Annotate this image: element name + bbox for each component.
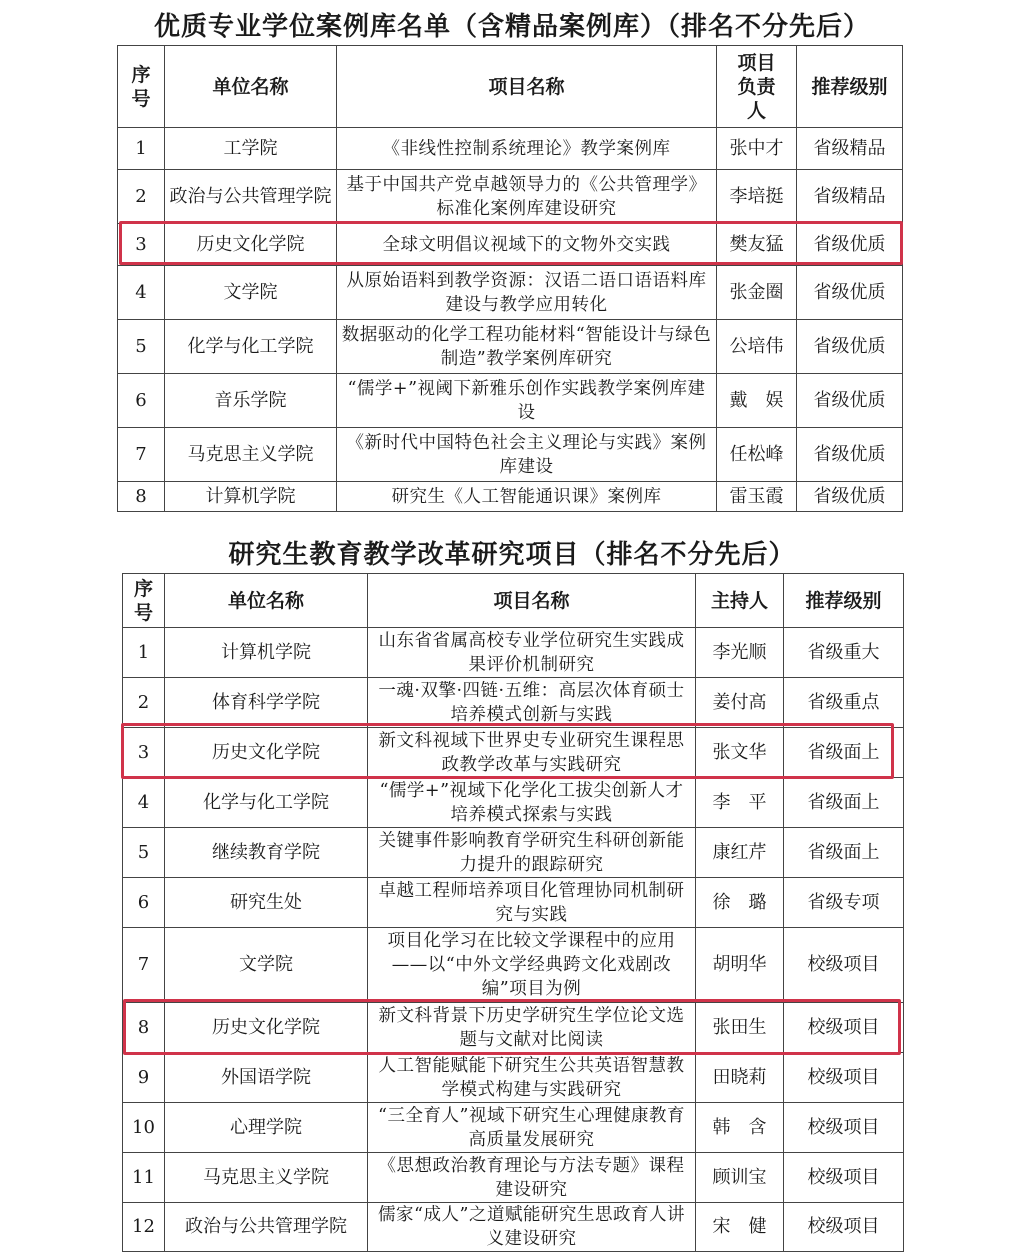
header-leader: 主持人: [696, 574, 784, 628]
leader-name: 李培挺: [717, 170, 797, 224]
row-number: 3: [118, 224, 165, 266]
leader-name: 张田生: [696, 1003, 784, 1053]
table-row: [123, 1053, 904, 1103]
unit-name: 计算机学院: [165, 628, 368, 678]
project-name: 儒家“成人”之道赋能研究生思政育人讲义建设研究: [368, 1203, 696, 1252]
table-row: [123, 678, 904, 728]
table-row: [118, 266, 903, 320]
project-name: 新文科视域下世界史专业研究生课程思政教学改革与实践研究: [368, 728, 696, 778]
table-row: [118, 428, 903, 482]
unit-name: 体育科学学院: [165, 678, 368, 728]
table-row: [118, 128, 903, 170]
row-number: 8: [118, 482, 165, 512]
table-row: [123, 1103, 904, 1153]
unit-name: 政治与公共管理学院: [165, 1203, 368, 1252]
row-number: 4: [123, 778, 165, 828]
leader-name: 顾训宝: [696, 1153, 784, 1203]
unit-name: 历史文化学院: [165, 224, 337, 266]
leader-name: 张金圈: [717, 266, 797, 320]
row-number: 4: [118, 266, 165, 320]
recommend-level: 省级优质: [797, 266, 903, 320]
recommend-level: 校级项目: [784, 928, 904, 1003]
table-row: [123, 828, 904, 878]
project-name: “三全育人”视域下研究生心理健康教育高质量发展研究: [368, 1103, 696, 1153]
recommend-level: 校级项目: [784, 1003, 904, 1053]
unit-name: 政治与公共管理学院: [165, 170, 337, 224]
row-number: 6: [123, 878, 165, 928]
leader-name: 徐 璐: [696, 878, 784, 928]
row-number: 1: [118, 128, 165, 170]
section1-title: 优质专业学位案例库名单（含精品案例库）（排名不分先后）: [153, 12, 870, 42]
row-number: 2: [123, 678, 165, 728]
unit-name: 马克思主义学院: [165, 428, 337, 482]
reform-project-table: [122, 573, 904, 1252]
project-name: 全球文明倡议视域下的文物外交实践: [337, 224, 717, 266]
row-number: 7: [118, 428, 165, 482]
unit-name: 历史文化学院: [165, 1003, 368, 1053]
unit-name: 化学与化工学院: [165, 320, 337, 374]
recommend-level: 省级面上: [784, 828, 904, 878]
recommend-level: 省级精品: [797, 170, 903, 224]
header-unit: 单位名称: [165, 46, 337, 128]
table-row: [123, 728, 904, 778]
recommend-level: 省级优质: [797, 428, 903, 482]
recommend-level: 校级项目: [784, 1103, 904, 1153]
project-name: 山东省省属高校专业学位研究生实践成果评价机制研究: [368, 628, 696, 678]
leader-name: 姜付高: [696, 678, 784, 728]
table-row: [118, 374, 903, 428]
recommend-level: 省级优质: [797, 374, 903, 428]
project-name: 一魂·双擎·四链·五维：高层次体育硕士培养模式创新与实践: [368, 678, 696, 728]
leader-name: 樊友猛: [717, 224, 797, 266]
table-row: [118, 170, 903, 224]
project-name: 人工智能赋能下研究生公共英语智慧教学模式构建与实践研究: [368, 1053, 696, 1103]
header-project: 项目名称: [368, 574, 696, 628]
project-name: 《非线性控制系统理论》教学案例库: [337, 128, 717, 170]
row-number: 5: [123, 828, 165, 878]
table-header-row: [118, 46, 903, 128]
project-name: 基于中国共产党卓越领导力的《公共管理学》标准化案例库建设研究: [337, 170, 717, 224]
header-project: 项目名称: [337, 46, 717, 128]
recommend-level: 校级项目: [784, 1203, 904, 1252]
row-number: 12: [123, 1203, 165, 1252]
row-number: 11: [123, 1153, 165, 1203]
project-name: “儒学+”视阈下新雅乐创作实践教学案例库建设: [337, 374, 717, 428]
leader-name: 田晓莉: [696, 1053, 784, 1103]
row-number: 8: [123, 1003, 165, 1053]
project-name: 《新时代中国特色社会主义理论与实践》案例库建设: [337, 428, 717, 482]
leader-name: 宋 健: [696, 1203, 784, 1252]
leader-name: 戴 娱: [717, 374, 797, 428]
unit-name: 文学院: [165, 928, 368, 1003]
leader-name: 康红芹: [696, 828, 784, 878]
project-name: 新文科背景下历史学研究生学位论文选题与文献对比阅读: [368, 1003, 696, 1053]
unit-name: 马克思主义学院: [165, 1153, 368, 1203]
table-row: [118, 482, 903, 512]
project-name: 项目化学习在比较文学课程中的应用——以“中外文学经典跨文化戏剧改编”项目为例: [368, 928, 696, 1003]
unit-name: 心理学院: [165, 1103, 368, 1153]
row-number: 10: [123, 1103, 165, 1153]
table-row: [118, 224, 903, 266]
recommend-level: 校级项目: [784, 1153, 904, 1203]
table-header-row: [123, 574, 904, 628]
unit-name: 历史文化学院: [165, 728, 368, 778]
leader-name: 任松峰: [717, 428, 797, 482]
project-name: 研究生《人工智能通识课》案例库: [337, 482, 717, 512]
project-name: 从原始语料到教学资源：汉语二语口语语料库建设与教学应用转化: [337, 266, 717, 320]
unit-name: 研究生处: [165, 878, 368, 928]
leader-name: 胡明华: [696, 928, 784, 1003]
header-level: 推荐级别: [784, 574, 904, 628]
leader-name: 张文华: [696, 728, 784, 778]
leader-name: 公培伟: [717, 320, 797, 374]
project-name: 数据驱动的化学工程功能材料“智能设计与绿色制造”教学案例库研究: [337, 320, 717, 374]
table-row: [123, 1003, 904, 1053]
table-row: [123, 878, 904, 928]
table-row: [123, 778, 904, 828]
recommend-level: 省级优质: [797, 482, 903, 512]
unit-name: 计算机学院: [165, 482, 337, 512]
table-row: [123, 628, 904, 678]
table-row: [118, 320, 903, 374]
row-number: 2: [118, 170, 165, 224]
unit-name: 音乐学院: [165, 374, 337, 428]
row-number: 1: [123, 628, 165, 678]
unit-name: 继续教育学院: [165, 828, 368, 878]
header-leader: 项目负责人: [717, 46, 797, 128]
leader-name: 韩 含: [696, 1103, 784, 1153]
section2-title: 研究生教育教学改革研究项目（排名不分先后）: [228, 540, 796, 570]
recommend-level: 省级优质: [797, 320, 903, 374]
leader-name: 张中才: [717, 128, 797, 170]
leader-name: 雷玉霞: [717, 482, 797, 512]
header-level: 推荐级别: [797, 46, 903, 128]
leader-name: 李光顺: [696, 628, 784, 678]
recommend-level: 省级面上: [784, 778, 904, 828]
project-name: 《思想政治教育理论与方法专题》课程建设研究: [368, 1153, 696, 1203]
recommend-level: 省级优质: [797, 224, 903, 266]
recommend-level: 省级精品: [797, 128, 903, 170]
unit-name: 外国语学院: [165, 1053, 368, 1103]
recommend-level: 省级重点: [784, 678, 904, 728]
table-row: [123, 928, 904, 1003]
project-name: “儒学+”视域下化学化工拔尖创新人才培养模式探索与实践: [368, 778, 696, 828]
table-row: [123, 1203, 904, 1252]
row-number: 6: [118, 374, 165, 428]
table-row: [123, 1153, 904, 1203]
leader-name: 李 平: [696, 778, 784, 828]
unit-name: 化学与化工学院: [165, 778, 368, 828]
unit-name: 文学院: [165, 266, 337, 320]
project-name: 关键事件影响教育学研究生科研创新能力提升的跟踪研究: [368, 828, 696, 878]
row-number: 7: [123, 928, 165, 1003]
header-no: 序号: [118, 46, 165, 128]
recommend-level: 省级面上: [784, 728, 904, 778]
recommend-level: 校级项目: [784, 1053, 904, 1103]
row-number: 3: [123, 728, 165, 778]
recommend-level: 省级专项: [784, 878, 904, 928]
header-no: 序号: [123, 574, 165, 628]
recommend-level: 省级重大: [784, 628, 904, 678]
row-number: 9: [123, 1053, 165, 1103]
project-name: 卓越工程师培养项目化管理协同机制研究与实践: [368, 878, 696, 928]
case-library-table: [117, 45, 903, 512]
unit-name: 工学院: [165, 128, 337, 170]
header-unit: 单位名称: [165, 574, 368, 628]
row-number: 5: [118, 320, 165, 374]
